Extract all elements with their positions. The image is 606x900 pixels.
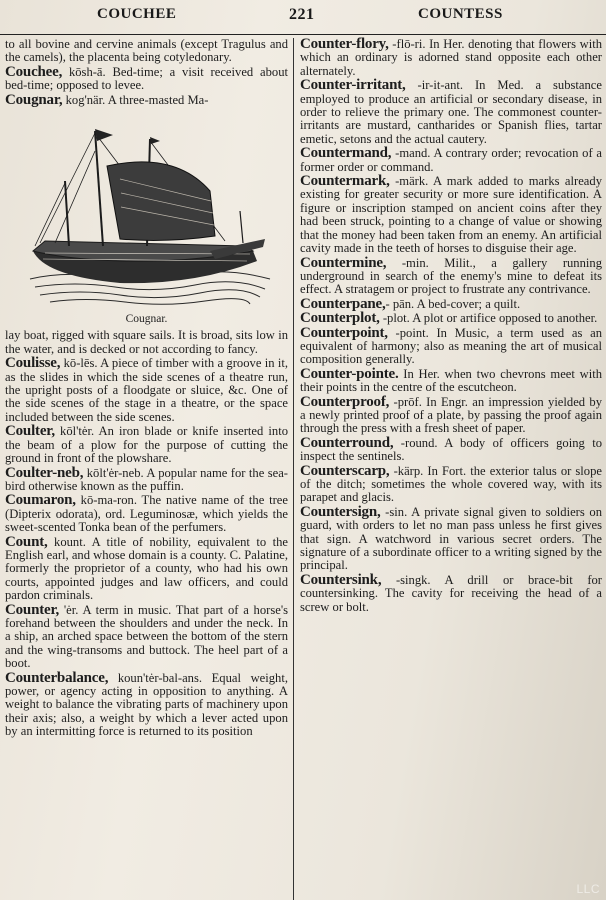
headword: Counter-irritant, (300, 77, 406, 94)
header-right-guide-word: COUNTESS (418, 6, 503, 22)
entry-counterplot (300, 312, 602, 325)
entry-counterproof (300, 393, 602, 436)
cougnar-continuation: lay boat, rigged with square sails. It is broad, sits low in the water, and is decked or not according to fancy. (5, 328, 288, 356)
entry-counter-irritant (300, 79, 602, 146)
headword: Counterproof, (300, 393, 390, 410)
headword: Counterbalance, (5, 669, 109, 686)
entry-coulisse (5, 357, 288, 424)
definition: -kärp. In Fort. the exterior talus or slope of the ditch; sometimes the whole covered way, with its parapet and glacis. (300, 463, 602, 505)
definition: In Her. when two chevrons meet with their points in the centre of the escutcheon. (300, 366, 602, 395)
figure-caption: Cougnar. (125, 313, 168, 326)
entry-count (5, 533, 288, 603)
definition: kount. A title of nobility, equivalent to the English earl, and whose domain is a county. C. Palatine, formerly the proprietor of a county, who had his own courts, appointed judges and law officers, and could pardon criminals. (5, 534, 288, 603)
header-left-guide-word: COUCHEE (97, 6, 177, 22)
entry-coulter-neb (5, 464, 288, 494)
headword: Coulter, (5, 423, 55, 440)
headword: Coumaron, (5, 492, 76, 509)
definition: 'ėr. A term in music. That part of a horse's forehand between the shoulders and under the neck. In a ship, an arched space between the bottom of the stern and the wing-transoms and buttock. The heel part of a boot. (5, 602, 288, 671)
definition: -point. In Music, a term used as an equivalent of harmony; also as meaning the art of musical composition generally. (300, 325, 602, 367)
headword: Counterplot, (300, 310, 380, 327)
definition: -ir-it-ant. In Med. a substance employed to produce an artificial or secondary disease, in order to relieve the primary one. The commonest counter-irritants are mustard, cantharides or Spanish flies, tartar emetic, setons and the actual cautery. (300, 78, 602, 146)
entry-cougnar (5, 91, 288, 108)
headword: Count, (5, 533, 48, 550)
headword: Counterpane, (300, 295, 386, 312)
entry-coulter (5, 425, 288, 465)
watermark: LLC (576, 882, 600, 896)
definition: kōl'tėr. An iron blade or knife inserted into the beam of a plow for the purpose of cutting the ground in front of the plowshare. (5, 424, 288, 466)
left-top-continuation: to all bovine and cervine animals (except Tragulus and the camels), the placenta being cotyledonary. (5, 37, 288, 65)
entry-countermark (300, 175, 602, 255)
entry-counterpane (300, 295, 602, 312)
definition: kog'när. A three-masted Ma- (62, 92, 209, 107)
right-column (300, 38, 602, 615)
definition: -round. A body of officers going to inspect the sentinels. (300, 435, 602, 464)
entry-counter-pointe (300, 365, 602, 395)
definition: kōsh-ā. Bed-time; a visit received about bed-time; opposed to levee. (5, 64, 288, 93)
entry-counter (5, 601, 288, 671)
entry-counter-flory (300, 38, 602, 78)
headword: Counterscarp, (300, 462, 390, 479)
entry-counterround (300, 434, 602, 464)
definition: -märk. A mark added to marks already existing for greater security or more sure identification. A figure or inscription stamped on ancient coins after they had been struck, pointing to a change of value or showing that the money had been taken from an enemy. An artificial cavity made in the teeth of horses to disguise their age. (300, 174, 602, 256)
definition: -sin. A private signal given to soldiers on guard, with orders to let no man pass unless he first gives that sign. A watchword in various secret orders. The signature of a subordinate officer to a writing signed by the principal. (300, 504, 602, 573)
headword: Counter-flory, (300, 36, 389, 52)
headword: Counterpoint, (300, 324, 388, 341)
headword: Counterround, (300, 434, 394, 451)
entry-countersink (300, 571, 602, 614)
headword: Counter, (5, 601, 60, 618)
definition: kōlt'ėr-neb. A popular name for the sea-bird otherwise known as the puffin. (5, 465, 288, 493)
headword: Counter-pointe. (300, 365, 399, 382)
definition: -prōf. In Engr. an impression yielded by a newly printed proof of a plate, by passing the proof again through the press with a fresh sheet of paper. (300, 394, 602, 436)
entry-countermand (300, 147, 602, 174)
column-divider (293, 38, 294, 900)
headword: Countersign, (300, 503, 381, 520)
entry-counterscarp (300, 462, 602, 505)
definition: koun'tėr-bal-ans. Equal weight, power, or agency acting in opposition to anything. A weight to balance the vibrating parts of machinery upon their axis; also, a weight by which a lever acted upon by an intermitting force is returned to its position (5, 670, 288, 739)
entry-countermine (300, 254, 602, 297)
entry-counterbalance (5, 669, 288, 739)
definition: -flō-ri. In Her. denoting that flowers with which an ordinary is adorned stand opposite each other alternately. (300, 37, 602, 78)
entry-couchee (5, 63, 288, 93)
headword: Countermine, (300, 254, 387, 271)
definition: kō-ma-ron. The native name of the tree (Dipterix odorata), ord. Leguminosæ, which yields the sweet-scented Tonka bean of the perfumers. (5, 493, 288, 535)
definition: -mand. A contrary order; revocation of a former order or command. (300, 146, 602, 174)
boat-engraving (25, 111, 275, 311)
cougnar-boat-illustration (25, 111, 275, 311)
headword: Countermark, (300, 173, 390, 190)
headword: Cougnar, (5, 91, 63, 108)
headword: Countermand, (300, 145, 392, 162)
definition: - pān. A bed-cover; a quilt. (385, 296, 521, 311)
entry-coumaron (5, 494, 288, 534)
entry-counterpoint (300, 324, 602, 367)
left-column (5, 38, 288, 740)
definition: -singk. A drill or brace-bit for countersinking. The cavity for receiving the head of a screw or bolt. (300, 572, 602, 614)
definition: -plot. A plot or artifice opposed to another. (379, 311, 598, 326)
definition: -min. Milit., a gallery running underground in search of the enemy's mine to defeat its effect. A stratagem or project to frustrate any contrivance. (300, 255, 602, 297)
page-number: 221 (289, 6, 315, 23)
entry-countersign (300, 503, 602, 573)
headword: Countersink, (300, 571, 382, 588)
definition: kō-lēs. A piece of timber with a groove in it, as the slides in which the side scenes of a theatre run, the upright posts of a floodgate or sluice, &c. One of the side scenes of the stage in a theatre, or the space included between the side scenes. (5, 356, 288, 424)
running-header (0, 0, 606, 35)
headword: Coulisse, (5, 355, 61, 372)
headword: Coulter-neb, (5, 464, 84, 481)
headword: Couchee, (5, 63, 63, 80)
